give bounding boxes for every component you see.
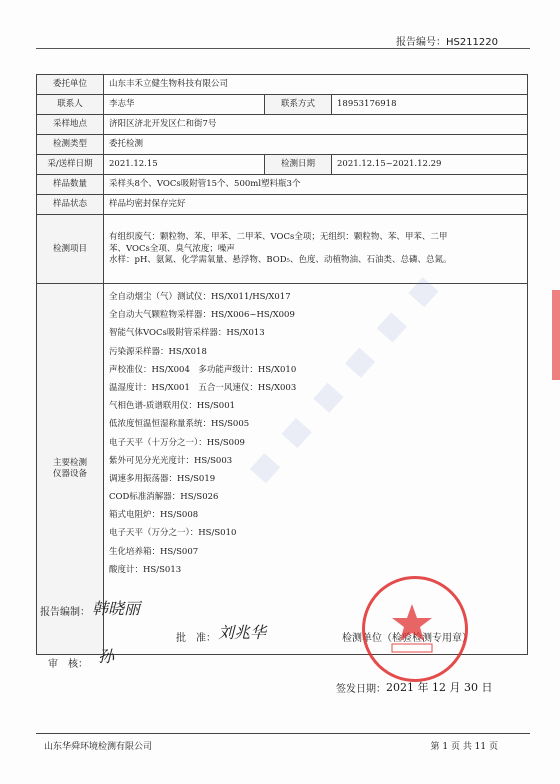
- equipment-item: 电子天平（万分之一）：HS/S010: [109, 528, 237, 539]
- equipment-item: COD标准消解器：HS/S026: [109, 492, 219, 503]
- client-value: 山东丰禾立健生物科技有限公司: [104, 75, 528, 95]
- address-label: 采样地点: [37, 115, 104, 135]
- equipment-label-line: 仪器设备: [52, 469, 87, 479]
- type-value: 委托检测: [104, 135, 528, 155]
- unit-label: 检测单位（检验检测专用章）: [342, 633, 472, 644]
- sample-date-value: 2021.12.15: [104, 155, 265, 175]
- info-table: [36, 74, 528, 655]
- seal-star-icon: [392, 604, 432, 641]
- issue-date-value: 2021 年 12 月 30 日: [386, 681, 493, 694]
- sample-date-label: 采/送样日期: [37, 155, 104, 175]
- phone-value: 18953176918: [332, 95, 528, 115]
- equipment-item: 紫外可见分光光度计：HS/S003: [109, 455, 233, 466]
- equipment-item: 酸度计：HS/S013: [109, 564, 182, 575]
- equipment-item: 低浓度恒温恒湿称量系统：HS/S005: [109, 419, 250, 430]
- footer-company: 山东华舜环境检测有限公司: [44, 742, 153, 752]
- items-line: 水样：pH、氨氮、化学需氧量、悬浮物、BOD₅、色度、动植物油、石油类、总磷、总氮。: [109, 255, 452, 266]
- test-date-label: 检测日期: [265, 155, 332, 175]
- issue-date-label: 签发日期：: [336, 684, 386, 695]
- state-value: 样品均密封保存完好: [104, 195, 528, 215]
- approve-signature: 刘兆华: [218, 623, 267, 642]
- edge-seal-mark: [552, 290, 560, 380]
- phone-label: 联系方式: [265, 95, 332, 115]
- prepared-label: 报告编制：: [40, 607, 90, 618]
- equipment-item: 污染源采样器：HS/X018: [109, 346, 207, 357]
- equipment-label-line: 主要检测: [52, 458, 87, 469]
- review-label: 审 核：: [48, 659, 88, 670]
- equipment-item: 全自动大气颗粒物采样器：HS/X006~HS/X009: [109, 310, 295, 321]
- equipment-list: [104, 284, 528, 655]
- test-date-value: 2021.12.15~2021.12.29: [332, 155, 528, 175]
- qty-label: 样品数量: [37, 175, 104, 195]
- equipment-item: 声校准仪：HS/X004 多功能声级计：HS/X010: [109, 364, 297, 375]
- contact-label: 联系人: [37, 95, 104, 115]
- approve-label: 批 准：: [176, 633, 216, 644]
- header-rule: [36, 48, 530, 49]
- equipment-item: 全自动烟尘（气）测试仪：HS/X011/HS/X017: [109, 292, 291, 302]
- equipment-item: 电子天平（十万分之一）：HS/S009: [109, 437, 245, 448]
- equipment-item: 温湿度计：HS/X001 五合一风速仪：HS/X003: [109, 382, 297, 393]
- equipment-item: 气相色谱-质谱联用仪：HS/S001: [109, 401, 236, 412]
- equipment-item: 箱式电阻炉：HS/S008: [109, 510, 199, 521]
- report-number: 报告编号：HS211220: [395, 37, 498, 48]
- client-label: 委托单位: [37, 75, 104, 95]
- equipment-item: 调速多用振荡器：HS/S019: [109, 473, 216, 484]
- watermark: ■ ■ ■ ■ ■ ■: [242, 265, 447, 488]
- items-line: 有组织废气：颗粒物、苯、甲苯、二甲苯、VOCs全项；无组织：颗粒物、苯、甲苯、二甲: [109, 232, 448, 243]
- contact-value: 李志华: [104, 95, 265, 115]
- page-number: 第 1 页 共 11 页: [430, 742, 498, 752]
- official-seal: [362, 576, 468, 682]
- address-value: 济阳区济北开发区仁和街7号: [104, 115, 528, 135]
- qty-value: 采样头8个、VOCs吸附管15个、500ml塑料瓶3个: [104, 175, 528, 195]
- review-signature: 孙: [98, 647, 115, 666]
- items-label: 检测项目: [37, 215, 104, 284]
- seal-svg: [362, 576, 462, 676]
- items-value: [104, 215, 528, 284]
- equipment-item: 智能气体VOCs吸附管采样器：HS/X013: [109, 328, 265, 339]
- footer-rule: [36, 733, 530, 734]
- type-label: 检测类型: [37, 135, 104, 155]
- prepared-signature: 韩晓丽: [92, 599, 141, 618]
- items-line: 苯、VOCs全项、臭气浓度；噪声: [109, 243, 235, 254]
- equipment-item: 生化培养箱：HS/S007: [109, 546, 199, 557]
- state-label: 样品状态: [37, 195, 104, 215]
